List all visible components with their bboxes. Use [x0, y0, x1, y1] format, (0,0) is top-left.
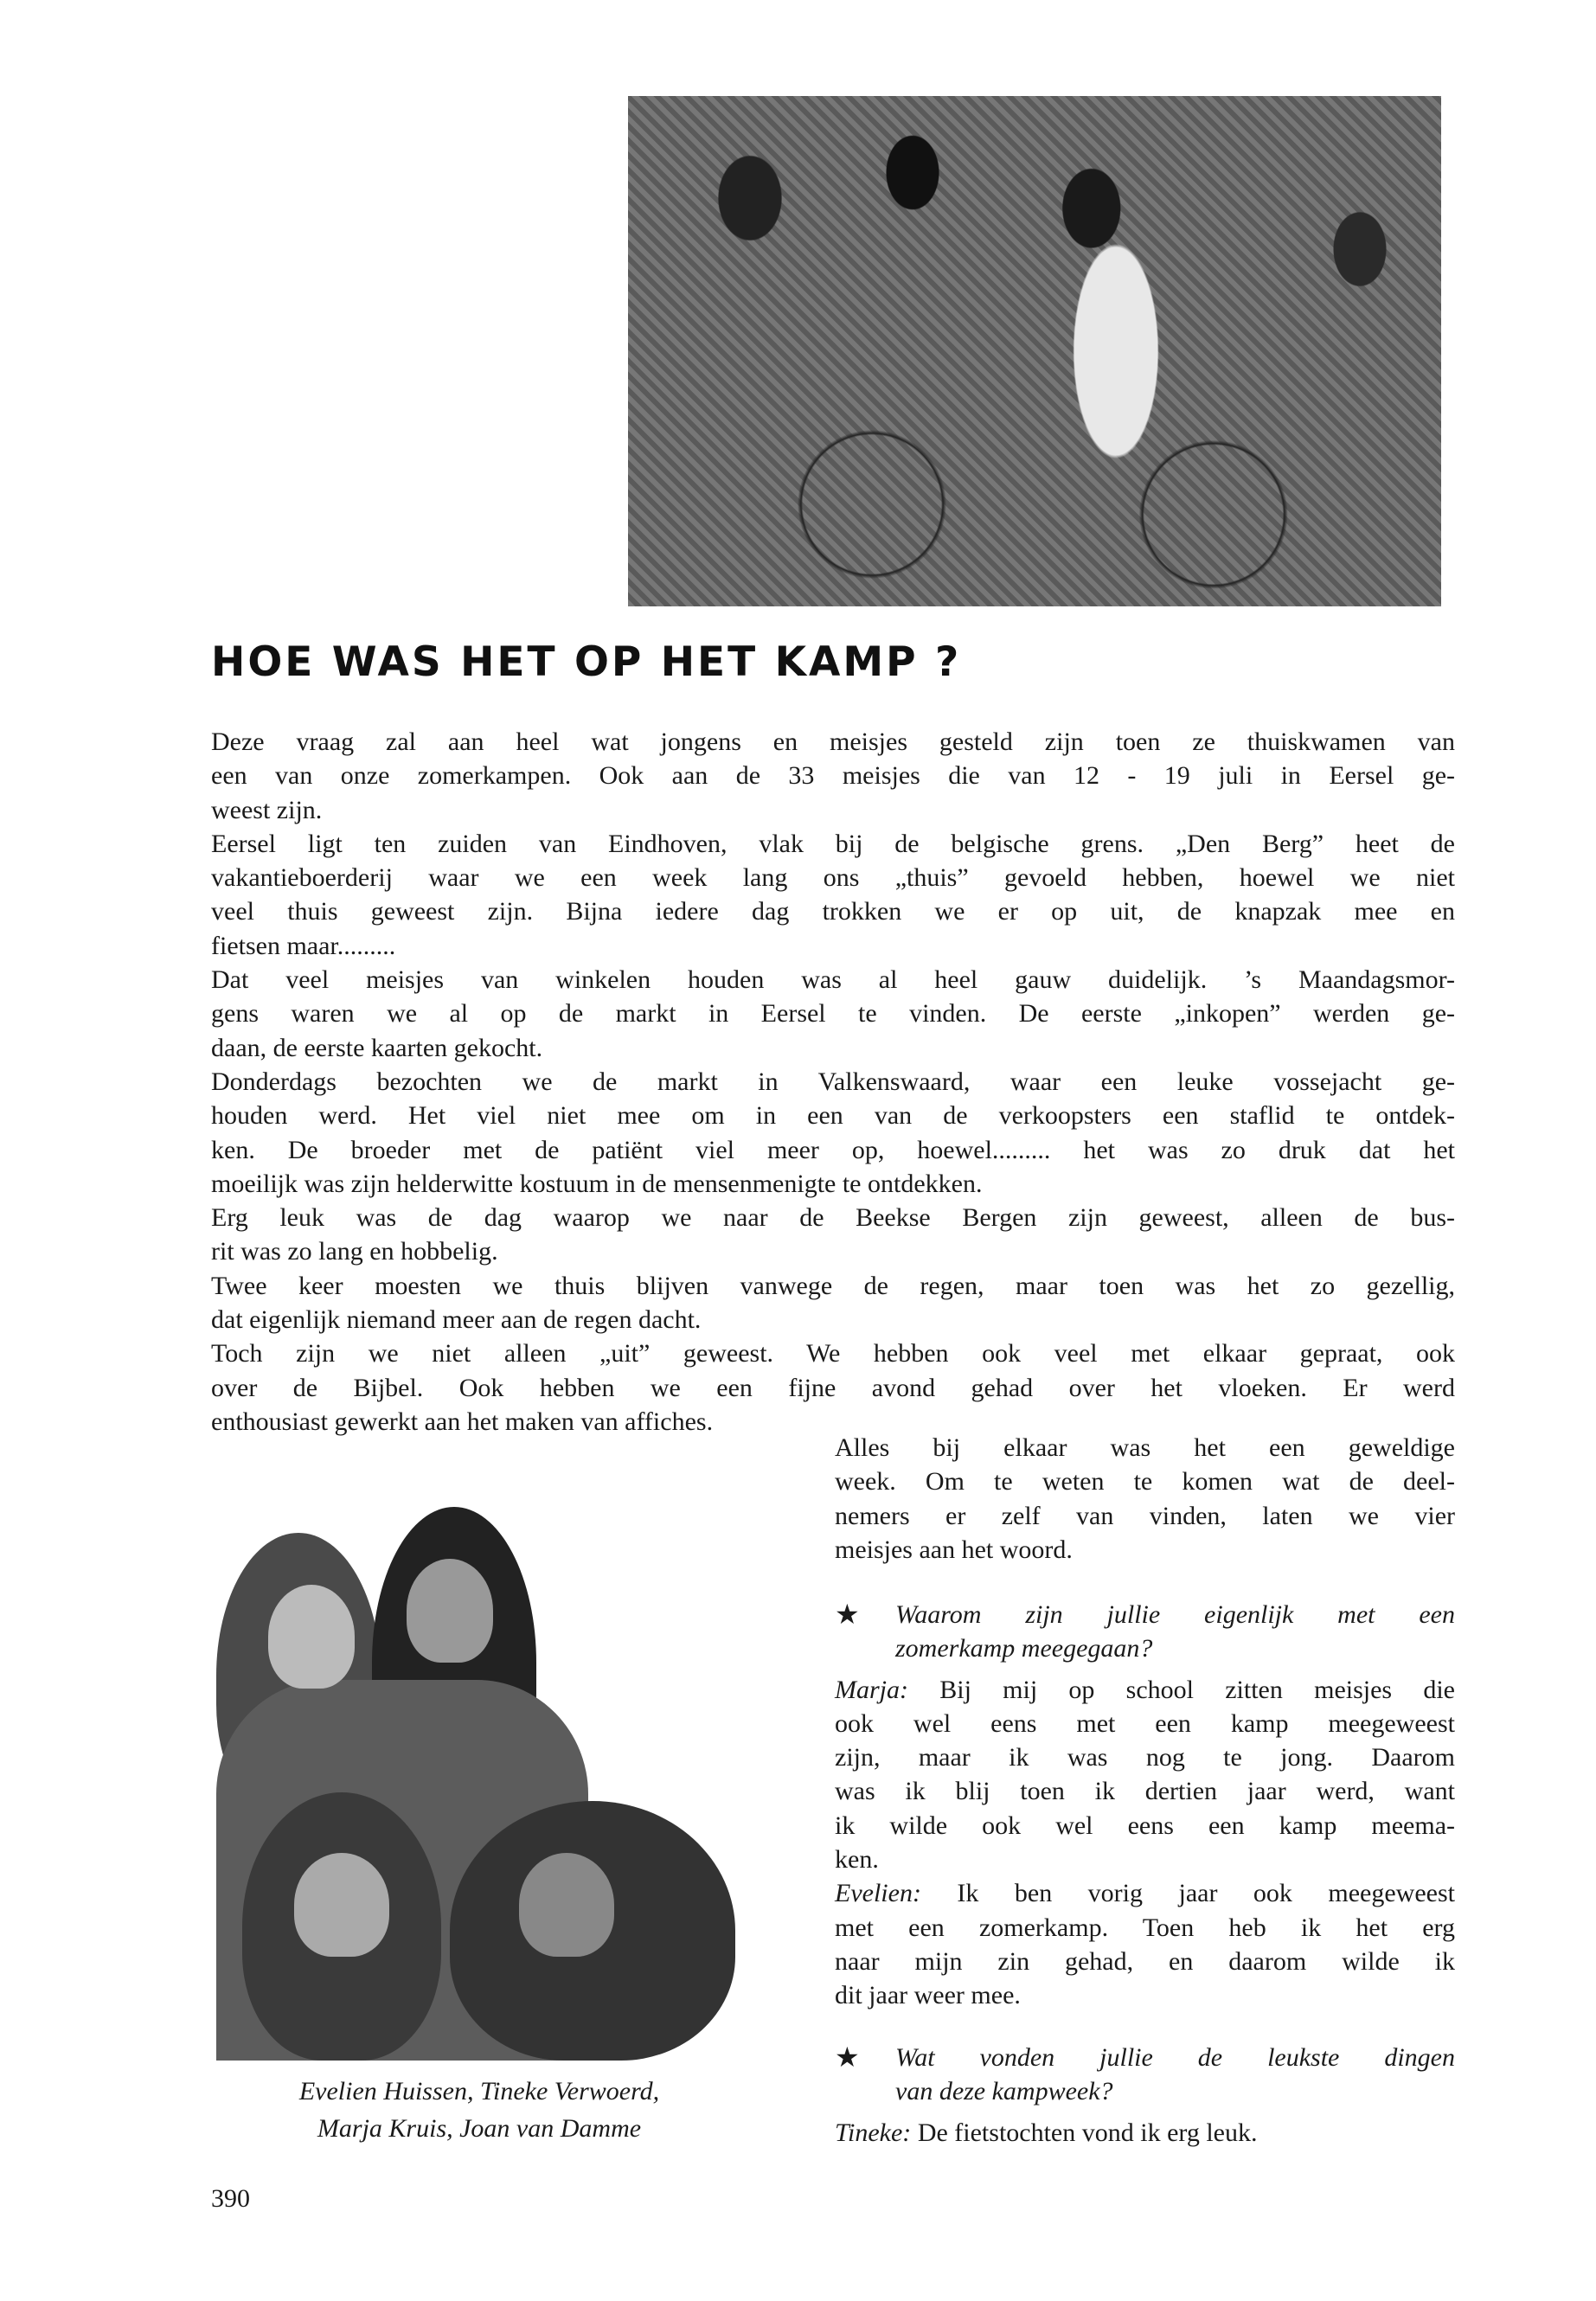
answer-text: Bij mij op school zitten meisjes die: [908, 1675, 1455, 1704]
paragraph: [211, 963, 1455, 1065]
text-line: Alles bij elkaar was het een geweldige: [835, 1433, 1455, 1462]
text-line: daan, de eerste kaarten gekocht.: [211, 1033, 543, 1062]
text-line: dat eigenlijk niemand meer aan de regen dacht.: [211, 1305, 702, 1335]
text-line: rit was zo lang en hobbelig.: [211, 1237, 498, 1266]
text-line: moeilijk was zijn helderwitte kostuum in de mensenmenigte te ontdekken.: [211, 1169, 983, 1198]
text-line: ken. De broeder met de patiënt viel meer op, hoewel......... het was zo druk dat het: [211, 1135, 1455, 1164]
answer-line: [835, 1876, 1455, 1910]
answer-text: De fietstochten vond ik erg leuk.: [911, 2118, 1258, 2147]
text-line: Dat veel meisjes van winkelen houden was al heel gauw duidelijk. ’s Maandagsmor-: [211, 965, 1455, 995]
text-line: Twee keer moesten we thuis blijven vanwege de regen, maar toen was het zo gezellig,: [211, 1271, 1455, 1300]
article-body: [211, 725, 1455, 1439]
photo-girls-with-bicycles: [628, 96, 1441, 606]
answer-line: naar mijn zin gehad, en daarom wilde ik: [835, 1946, 1455, 1976]
answer-line: [835, 2116, 1455, 2150]
speaker-name: Tineke:: [835, 2118, 912, 2147]
text-line: van deze kampweek?: [895, 2077, 1113, 2106]
answer-line: dit jaar weer mee.: [835, 1981, 1021, 2010]
answer-line: was ik blij toen ik dertien jaar werd, want: [835, 1777, 1455, 1806]
caption-line: Marja Kruis, Joan van Damme: [317, 2114, 642, 2143]
star-icon: ★: [835, 2041, 860, 2073]
answer-line: met een zomerkamp. Toen heb ik het erg: [835, 1913, 1455, 1942]
photo-caption: [211, 2073, 747, 2147]
text-line: Erg leuk was de dag waarop we naar de Beekse Bergen zijn geweest, alleen de bus-: [211, 1203, 1455, 1233]
paragraph: [211, 1201, 1455, 1269]
text-line: gens waren we al op de markt in Eersel te vinden. De eerste „inkopen” werden ge-: [211, 999, 1455, 1029]
star-icon: ★: [835, 1599, 860, 1630]
text-line: Deze vraag zal aan heel wat jongens en meisjes gesteld zijn toen ze thuiskwamen van: [211, 727, 1455, 756]
answer-line: ken.: [835, 1845, 879, 1875]
photo-four-girls: [216, 1507, 753, 2061]
question-2: [835, 2041, 1455, 2150]
paragraph: [211, 725, 1455, 827]
text-line: houden werd. Het viel niet mee om in een van de verkoopsters een staflid te ontdek-: [211, 1101, 1455, 1131]
speaker-name: Marja:: [835, 1675, 908, 1704]
text-line: een van onze zomerkampen. Ook aan de 33 meisjes die van 12 - 19 juli in Eersel ge-: [211, 761, 1455, 791]
caption-line: Evelien Huissen, Tineke Verwoerd,: [298, 2077, 660, 2106]
answer-line: zijn, maar ik was nog te jong. Daarom: [835, 1743, 1455, 1772]
text-line: enthousiast gewerkt aan het maken van affiches.: [211, 1407, 714, 1436]
speaker-name: Evelien:: [835, 1879, 921, 1908]
photo-face: [519, 1853, 614, 1957]
text-line: Wat vonden jullie de leukste dingen: [895, 2043, 1455, 2072]
text-line: Eersel ligt ten zuiden van Eindhoven, vlak bij de belgische grens. „Den Berg” heet de: [211, 829, 1455, 858]
paragraph: [211, 1269, 1455, 1337]
text-line: week. Om te weten te komen wat de deel-: [835, 1467, 1455, 1497]
answer-line: ook wel eens met een kamp meegeweest: [835, 1708, 1455, 1738]
text-line: Toch zijn we niet alleen „uit” geweest. We hebben ook veel met elkaar gepraat, ook: [211, 1339, 1455, 1368]
text-line: zomerkamp meegegaan?: [895, 1634, 1153, 1663]
answer-text: Ik ben vorig jaar ook meegeweest: [920, 1879, 1455, 1908]
text-line: veel thuis geweest zijn. Bijna iedere dag trokken we er op uit, de knapzak mee en: [211, 897, 1455, 926]
text-line: Waarom zijn jullie eigenlijk met een: [895, 1600, 1455, 1629]
article-title: HOE WAS HET OP HET KAMP ?: [211, 638, 962, 686]
page-number: 390: [211, 2184, 250, 2213]
answer-line: [835, 1673, 1455, 1707]
text-line: over de Bijbel. Ook hebben we een fijne avond gehad over het vloeken. Er werd: [211, 1373, 1455, 1402]
answers: [835, 1673, 1455, 2013]
right-column-intro: [835, 1431, 1455, 1567]
photo-face: [407, 1559, 493, 1663]
answer-line: ik wilde ook wel eens een kamp meema-: [835, 1811, 1455, 1840]
paragraph: [211, 827, 1455, 963]
text-line: fietsen maar.........: [211, 931, 396, 960]
text-line: vakantieboerderij waar we een week lang ons „thuis” gevoeld hebben, hoewel we niet: [211, 863, 1455, 893]
paragraph: [211, 1065, 1455, 1201]
question-1: [835, 1598, 1455, 2013]
answers: [835, 2116, 1455, 2150]
question-text: [895, 1598, 1455, 1666]
text-line: weest zijn.: [211, 795, 323, 824]
text-line: meisjes aan het woord.: [835, 1535, 1073, 1564]
text-line: Donderdags bezochten we de markt in Valkenswaard, waar een leuke vossejacht ge-: [211, 1067, 1455, 1096]
text-line: nemers er zelf van vinden, laten we vier: [835, 1501, 1455, 1530]
photo-face: [294, 1853, 389, 1957]
paragraph: [211, 1336, 1455, 1439]
question-text: [895, 2041, 1455, 2109]
photo-face: [268, 1585, 355, 1689]
